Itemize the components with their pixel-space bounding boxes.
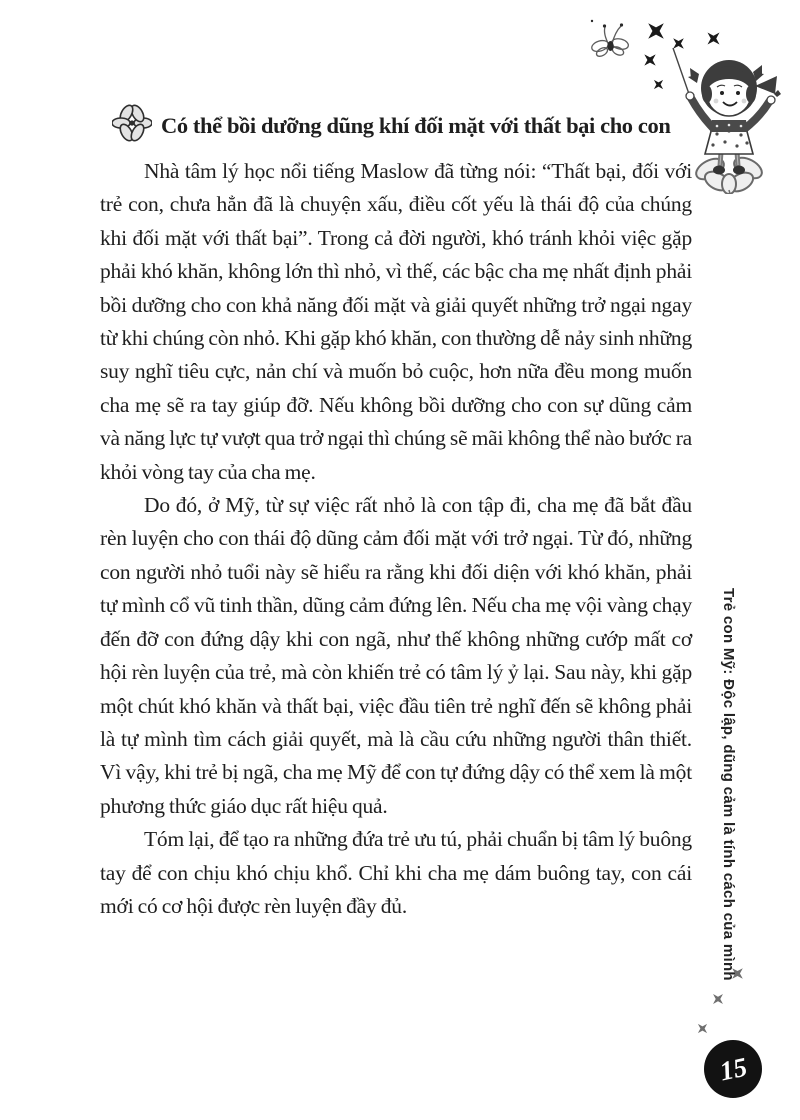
sidebar-vertical-caption: Trẻ con Mỹ: Độc lập, dũng cảm là tính cách của mình: [720, 588, 737, 981]
sparkle-icon: [730, 966, 745, 981]
page-number: 15: [716, 1051, 750, 1086]
paragraph-3: Tóm lại, để tạo ra những đứa trẻ ưu tú, phải chuẩn bị tâm lý buông tay để con chịu khó chịu khổ. Chỉ khi cha mẹ dám buông tay, con cái mới có cơ hội được rèn luyện đầy đủ.: [100, 827, 692, 918]
body-text: [100, 155, 692, 923]
paragraph-1: Nhà tâm lý học nổi tiếng Maslow đã từng nói: “Thất bại, đối với trẻ con, chưa hẳn đã là chuyện xấu, điều cốt yếu là thái độ của chúng khi đối mặt với thất bại”. Trong cả đời người, khó tránh khỏi việc gặp phải khó khăn, không lớn thì nhỏ, vì thế, các bậc cha mẹ nhất định phải bồi dưỡng cho con khả năng đối mặt và giải quyết những trở ngại ngay từ khi chúng còn nhỏ. Khi gặp khó khăn, con thường dễ nảy sinh những suy nghĩ tiêu cực, nản chí và muốn bỏ cuộc, hơn nữa đều mong muốn cha mẹ sẽ ra tay giúp đỡ. Nếu không bồi dưỡng cho con sự dũng cảm và năng lực tự vượt qua trở ngại thì chúng sẽ mãi không thể nào bước ra khỏi vòng tay của cha mẹ.: [100, 159, 692, 484]
sparkle-icon: [696, 1022, 709, 1035]
sparkle-icon: [711, 992, 725, 1006]
page-title: Có thể bồi dưỡng dũng khí đối mặt với thất bại cho con: [161, 112, 671, 138]
flower-icon: [112, 104, 152, 147]
chapter-title-row: [112, 104, 692, 147]
page-number-badge: [704, 1040, 762, 1098]
paragraph-2: Do đó, ở Mỹ, từ sự việc rất nhỏ là con tập đi, cha mẹ đã bắt đầu rèn luyện cho con thái độ dũng cảm đối mặt với trở ngại. Từ đó, những con người nhỏ tuổi này sẽ hiểu ra rằng khi đối diện với khó khăn, phải tự mình cổ vũ tinh thần, dũng cảm đứng lên. Nếu cha mẹ vội vàng chạy đến đỡ con đứng dậy khi con ngã, như thế không những cướp mất cơ hội rèn luyện của trẻ, mà còn khiến trẻ có tâm lý ỷ lại. Sau này, khi gặp một chút khó khăn và thất bại, việc đầu tiên trẻ nghĩ đến sẽ không phải là tự mình tìm cách giải quyết, mà là cầu cứu những người thân thiết. Vì vậy, khi trẻ bị ngã, cha mẹ Mỹ để con tự đứng dậy có thể xem là một phương thức giáo dục rất hiệu quả.: [100, 493, 692, 818]
butterfly-icon: [585, 18, 637, 73]
